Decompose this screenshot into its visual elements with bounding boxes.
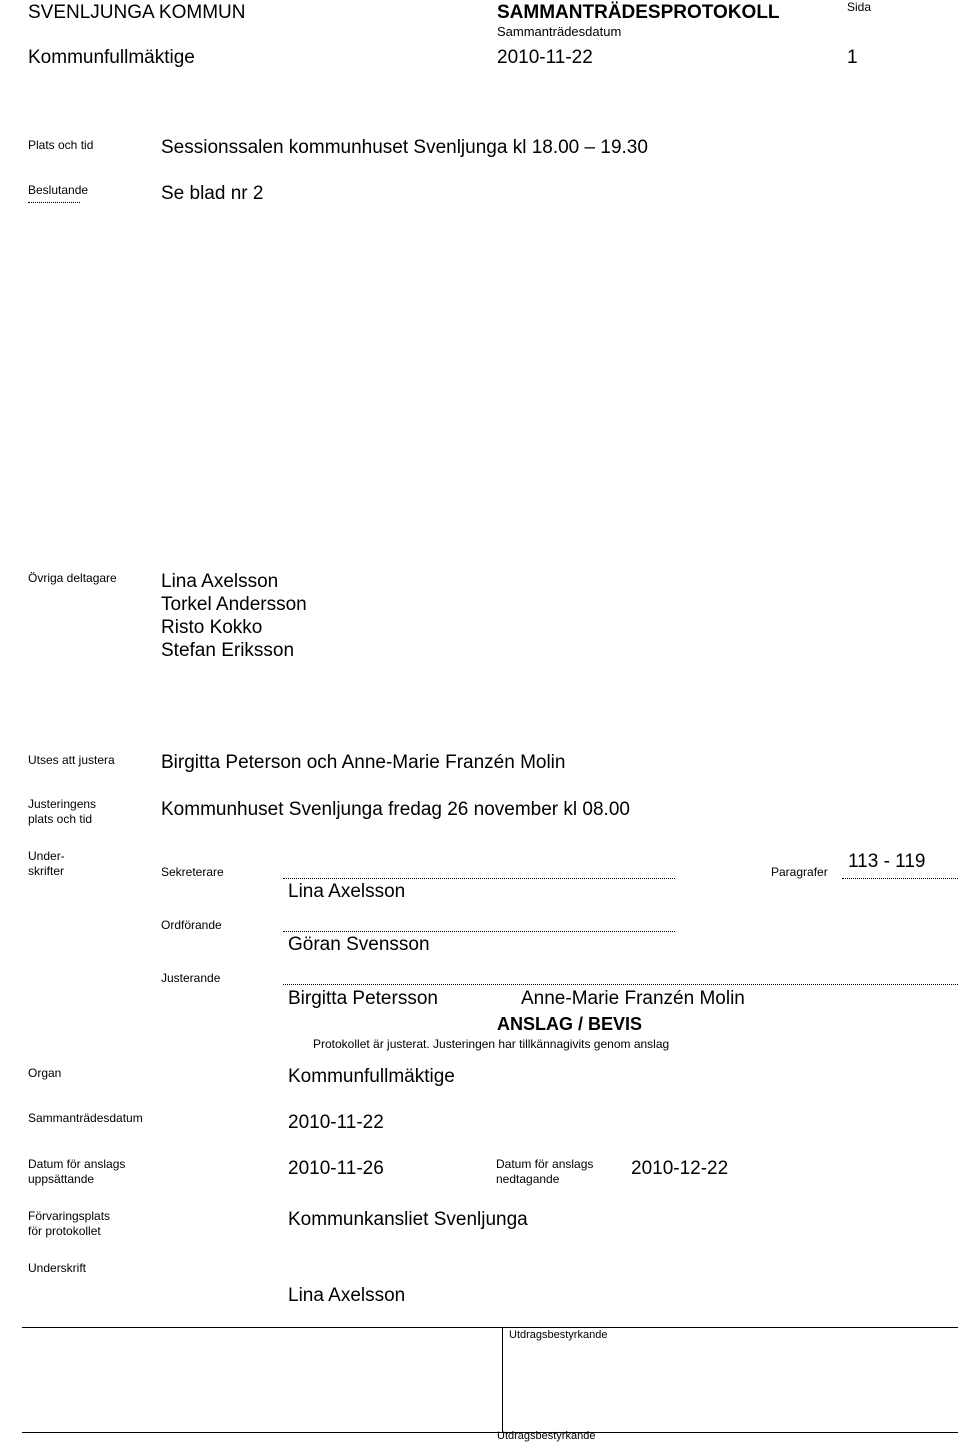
removed-label-line1: Datum för anslags [496,1157,594,1171]
removed-label-line2: nedtagande [496,1172,560,1186]
adjust-label-line1: Justeringens [28,797,97,811]
place-time: Sessionssalen kommunhuset Svenljunga kl 18.00 – 19.30 [161,137,648,158]
adjuster-1-name: Birgitta Petersson [288,988,438,1009]
others-item: Lina Axelsson [161,571,279,592]
deciding-value: Se blad nr 2 [161,183,264,204]
meeting-date-label: Sammanträdesdatum [497,24,622,39]
chair-signature-line [283,931,675,932]
notice-title: ANSLAG / BEVIS [497,1014,643,1034]
notice-date-label: Sammanträdesdatum [28,1111,143,1125]
paragraphs-label: Paragrafer [771,865,828,879]
others-label: Övriga deltagare [28,571,117,585]
storage-label-line1: Förvaringsplats [28,1209,111,1223]
organ-value: Kommunfullmäktige [288,1066,455,1087]
notice-subtitle: Protokollet är justerat. Justeringen har tillkännagivits genom anslag [313,1037,670,1051]
posted-value: 2010-11-26 [288,1158,384,1179]
municipality-name: SVENLJUNGA KOMMUN [28,2,246,23]
footer-bottom-rule [22,1432,958,1433]
others-list [161,570,307,662]
paragraphs-value: 113 - 119 [848,851,926,872]
storage-label-line2: för protokollet [28,1224,101,1238]
footer-top-rule [22,1327,958,1328]
signatures-label-line2: skrifter [28,864,64,878]
others-item: Torkel Andersson [161,594,307,615]
appointed-label: Utses att justera [28,753,115,767]
adjusters-signature-line [283,984,958,985]
secretary-signature-line [283,878,675,879]
page-number: 1 [847,47,858,68]
others-item: Risto Kokko [161,617,263,638]
body-name: Kommunfullmäktige [28,47,195,68]
place-time-label: Plats och tid [28,138,94,152]
appointed-value: Birgitta Peterson och Anne-Marie Franzén Molin [161,752,566,773]
footer-divider [502,1327,503,1432]
adjusters-label: Justerande [161,971,221,985]
chair-name: Göran Svensson [288,934,430,955]
adjust-value: Kommunhuset Svenljunga fredag 26 november kl 08.00 [161,799,630,820]
signatures-label-line1: Under- [28,849,65,863]
paragraphs-line [842,878,958,879]
posted-label-line1: Datum för anslags [28,1157,126,1171]
signature-name: Lina Axelsson [288,1285,406,1306]
storage-value: Kommunkansliet Svenljunga [288,1209,528,1230]
deciding-label: Beslutande [28,183,89,197]
signature-label: Underskrift [28,1261,87,1275]
posted-label-line2: uppsättande [28,1172,95,1186]
organ-label: Organ [28,1066,62,1080]
certify-label-bottom: Utdragsbestyrkande [497,1430,596,1442]
notice-date-value: 2010-11-22 [288,1112,384,1133]
others-item: Stefan Eriksson [161,640,295,661]
secretary-name: Lina Axelsson [288,881,406,902]
secretary-label: Sekreterare [161,865,224,879]
adjust-label-line2: plats och tid [28,812,93,826]
document-type: SAMMANTRÄDESPROTOKOLL [497,2,780,23]
page-label: Sida [847,0,872,14]
deciding-label-rule [28,202,80,203]
meeting-date: 2010-11-22 [497,47,593,68]
removed-value: 2010-12-22 [631,1158,729,1179]
certify-label-top: Utdragsbestyrkande [509,1329,608,1341]
chair-label: Ordförande [161,918,222,932]
adjuster-2-name: Anne-Marie Franzén Molin [521,988,745,1009]
